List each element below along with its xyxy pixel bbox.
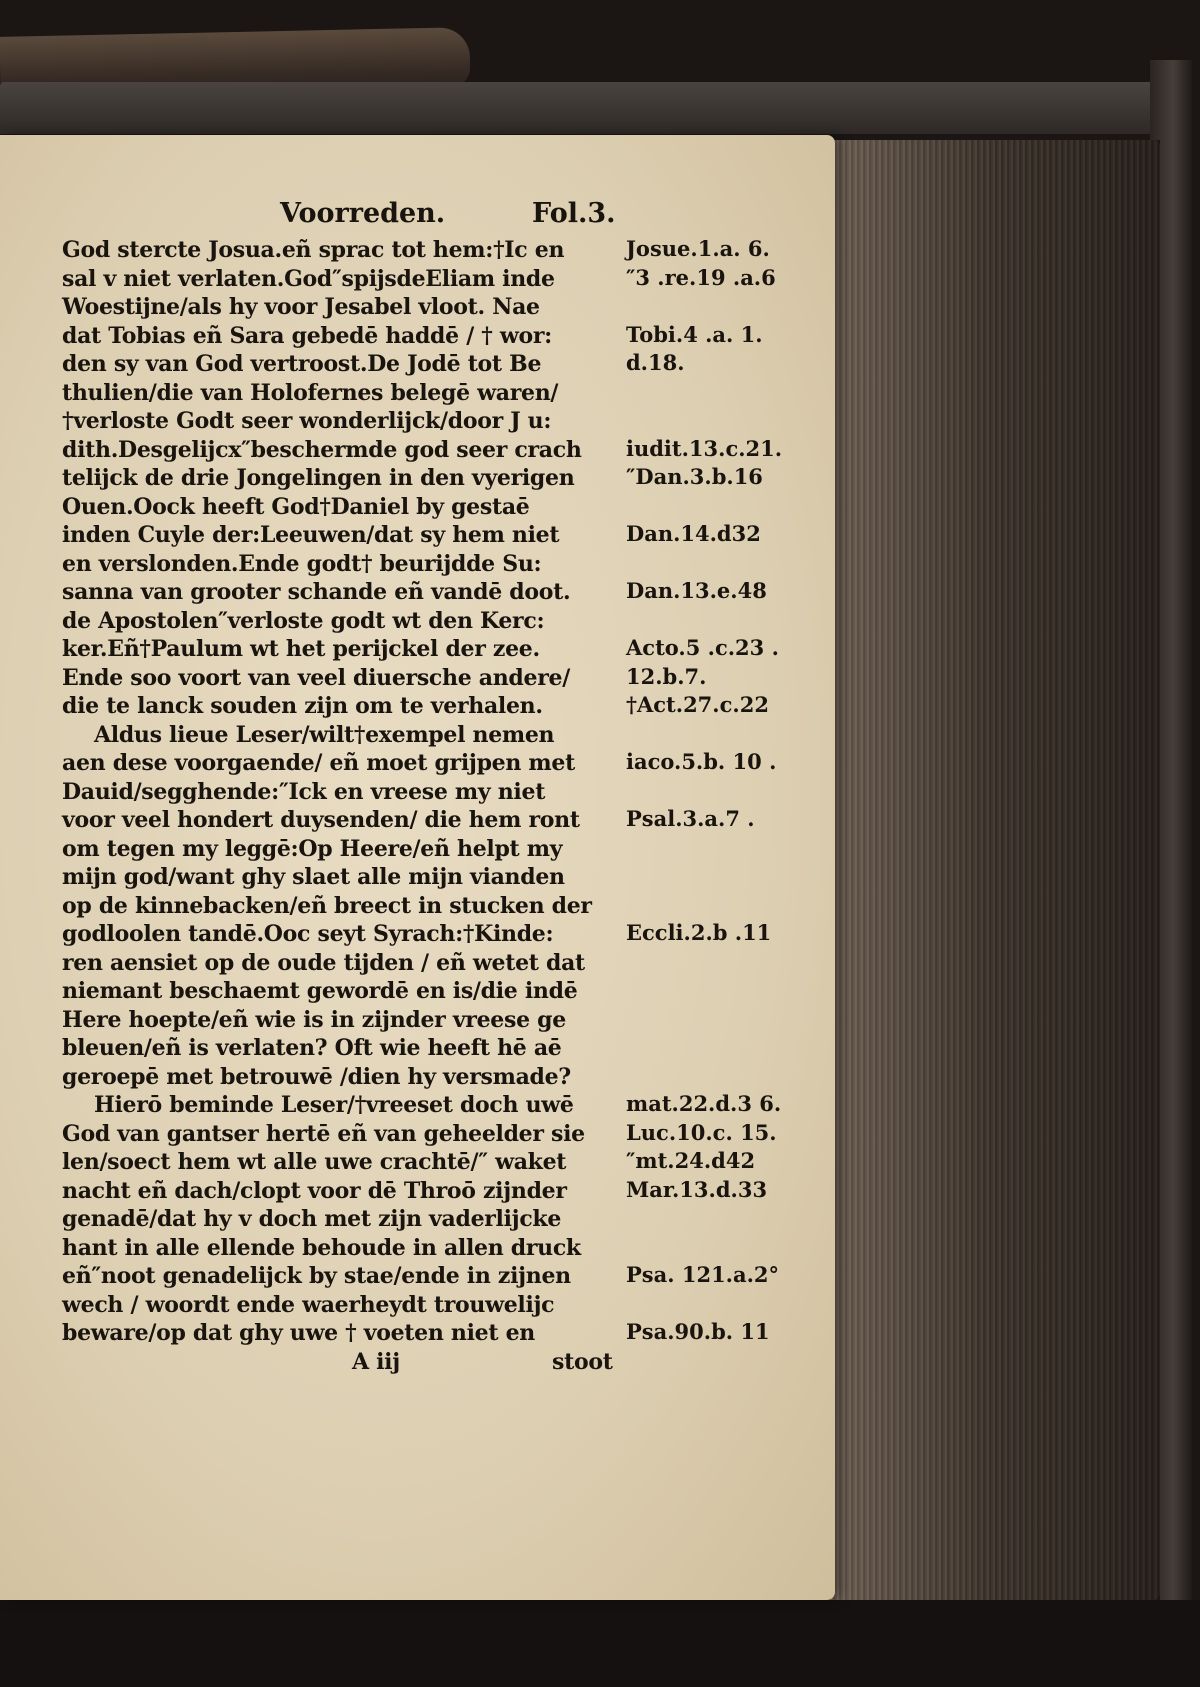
margin-reference: iaco.5.b. 10 . [626,749,777,774]
margin-reference: Luc.10.c. 15. [626,1119,777,1145]
text-line: sanna van grooter schande eñ vandē doot. [62,579,571,605]
text-line: de Apostolen″verloste godt wt den Kerc: [62,607,545,634]
text-line: den sy van God vertroost.De Jodē tot Be [62,351,542,377]
text-line: Hierō beminde Leser/†vreeset doch uwē [94,1092,574,1118]
folio-number: Fol.3. [532,198,616,229]
margin-reference: †Act.27.c.22 [626,692,769,717]
text-line: inden Cuyle der:Leeuwen/dat sy hem niet [62,522,560,548]
text-line: godloolen tandē.Ooc seyt Syrach:†Kinde: [62,921,554,947]
margin-reference: ″Dan.3.b.16 [626,464,763,489]
text-line: om tegen my leggē:Op Heere/eñ helpt my [62,835,563,862]
signature-mark: A iij [352,1348,400,1375]
text-line: beware/op dat ghy uwe † voeten niet en [62,1320,535,1346]
signature-line [62,1348,632,1378]
text-line: dat Tobias eñ Sara gebedē haddē / † wor: [62,322,552,349]
text-line: God stercte Josua.eñ sprac tot hem:†Ic en [62,237,565,263]
text-line: nacht eñ dach/clopt voor dē Throō zijnder [62,1177,567,1204]
text-line: Ende soo voort van veel diuersche andere/ [62,664,570,691]
margin-reference: Josue.1.a. 6. [626,236,770,261]
text-line: telijck de drie Jongelingen in den vyerigen [62,465,575,491]
text-line: dith.Desgelijcx″beschermde god seer crach [62,436,582,463]
text-line: voor veel hondert duysenden/ die hem ront [62,807,580,833]
margin-reference: Dan.14.d32 [626,521,761,546]
text-line: sal v niet verlaten.God″spijsdeEliam inde [62,265,555,292]
margin-reference: Tobi.4 .a. 1. [626,321,763,347]
text-line: Here hoepte/eñ wie is in zijnder vreese ge [62,1006,566,1033]
margin-reference: Psa.90.b. 11 [626,1319,770,1344]
text-line: aen dese voorgaende/ eñ moet grijpen met [62,750,575,776]
text-line: wech / woordt ende waerheydt trouwelijc [62,1291,555,1318]
text-line: God van gantser hertē eñ van geheelder sie [62,1120,585,1147]
text-line: bleuen/eñ is verlaten? Oft wie heeft hē aē [62,1035,562,1061]
text-line: ren aensiet op de oude tijden / eñ wetet dat [62,949,585,976]
running-head [280,198,620,229]
text-line: hant in alle ellende behoude in allen druck [62,1234,581,1261]
text-line: ker.Eñ†Paulum wt het perijckel der zee. [62,636,540,662]
text-line: Dauid/segghende:″Ick en vreese my niet [62,778,546,805]
text-line: mijn god/want ghy slaet alle mijn vianden [62,864,565,890]
margin-reference: iudit.13.c.21. [626,435,783,461]
margin-reference: Psa. 121.a.2° [626,1262,780,1287]
text-line: op de kinnebacken/eñ breect in stucken der [62,892,592,919]
margin-reference: 12.b.7. [626,663,707,689]
margin-reference: Acto.5 .c.23 . [626,635,779,660]
text-line: Ouen.Oock heeft God†Daniel by gestaē [62,493,530,520]
text-line: †verloste Godt seer wonderlijck/door J u: [62,408,552,434]
margin-reference: ″mt.24.d42 [626,1148,756,1173]
margin-reference: Psal.3.a.7 . [626,806,755,831]
text-line: niemant beschaemt gewordē en is/die indē [62,978,578,1004]
text-line: Woestijne/als hy voor Jesabel vloot. Nae [62,294,540,320]
margin-reference: mat.22.d.3 6. [626,1091,782,1116]
margin-reference: d.18. [626,350,685,375]
margin-reference: Dan.13.e.48 [626,578,767,603]
catchword: stoot [552,1348,613,1375]
text-line: die te lanck souden zijn om te verhalen. [62,693,543,719]
text-line: Aldus lieue Leser/wilt†exempel nemen [94,721,555,748]
margin-reference: Mar.13.d.33 [626,1176,768,1202]
text-line: thulien/die van Holofernes belegē waren/ [62,379,559,406]
text-line: geroepē met betrouwē /dien hy versmade? [62,1063,571,1090]
body-text [62,236,632,1378]
margin-reference: Eccli.2.b .11 [626,920,772,945]
page-edges-shade [830,140,1160,1600]
text-line: eñ″noot genadelijck by stae/ende in zijnen [62,1263,571,1289]
book-binding-top [0,82,1170,134]
running-head-title: Voorreden. [280,198,446,229]
text-line: genadē/dat hy v doch met zijn vaderlijcke [62,1206,562,1232]
margin-reference: ″3 .re.19 .a.6 [626,264,776,290]
text-line: en verslonden.Ende godt† beurijdde Su: [62,550,542,577]
background-bottom [0,1600,1200,1687]
text-line: len/soect hem wt alle uwe crachtē/″ waket [62,1149,567,1175]
